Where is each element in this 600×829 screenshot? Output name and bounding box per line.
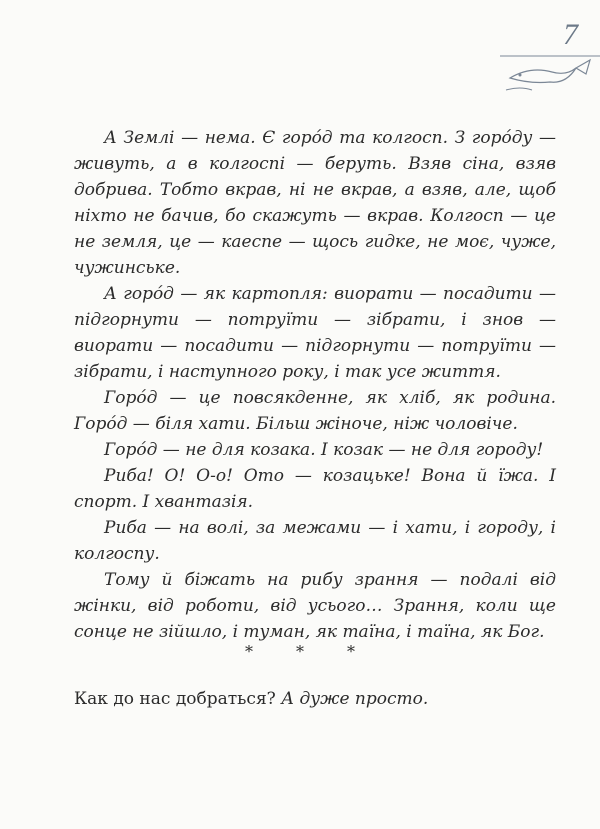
paragraph: Тому й біжать на рибу зрання — подалі від жінки, від роботи, від усього… Зрання, коли ще сонце не зійшло, і туман, як таїна, і таїна, як Бог. xyxy=(74,570,556,642)
paragraph: Горóд — це повсякденне, як хліб, як родина. Горóд — біля хати. Більш жіноче, ніж чоловіче. xyxy=(74,388,556,434)
page-number: 7 xyxy=(563,18,578,51)
asterisk: * xyxy=(347,642,355,661)
section-separator xyxy=(245,642,355,661)
paragraph: А горóд — як картопля: виорати — посадити — підгорнути — потруїти — зібрати, і знов — виорати — посадити — підгорнути — потруїти — зібрати, і наступного року, і так усе життя. xyxy=(74,284,556,382)
closing-answer: А дуже просто. xyxy=(281,689,429,709)
fish-ornament-icon xyxy=(480,8,600,98)
asterisk: * xyxy=(296,642,304,661)
closing-question: Как до нас добраться? xyxy=(74,689,276,709)
paragraph: Риба! О! О-о! Ото — козацьке! Вона й їжа. І спорт. І хвантазія. xyxy=(74,466,556,512)
paragraph: А Землі — нема. Є горóд та колгосп. З горóду — живуть, а в колгоспі — беруть. Взяв сіна, взяв добрива. Тобто вкрав, ні не вкрав, а взяв, але, щоб ніхто не бачив, бо скажуть — вкрав. Колгосп — це не земля, це — каеспе — щось гидке, не моє, чуже, чужинське. xyxy=(74,128,556,278)
asterisk: * xyxy=(245,642,253,661)
main-text xyxy=(74,125,556,645)
closing-line xyxy=(74,686,556,712)
paragraph: Риба — на волі, за межами — і хати, і городу, і колгоспу. xyxy=(74,518,556,564)
paragraph: Горóд — не для козака. І козак — не для городу! xyxy=(104,440,544,460)
